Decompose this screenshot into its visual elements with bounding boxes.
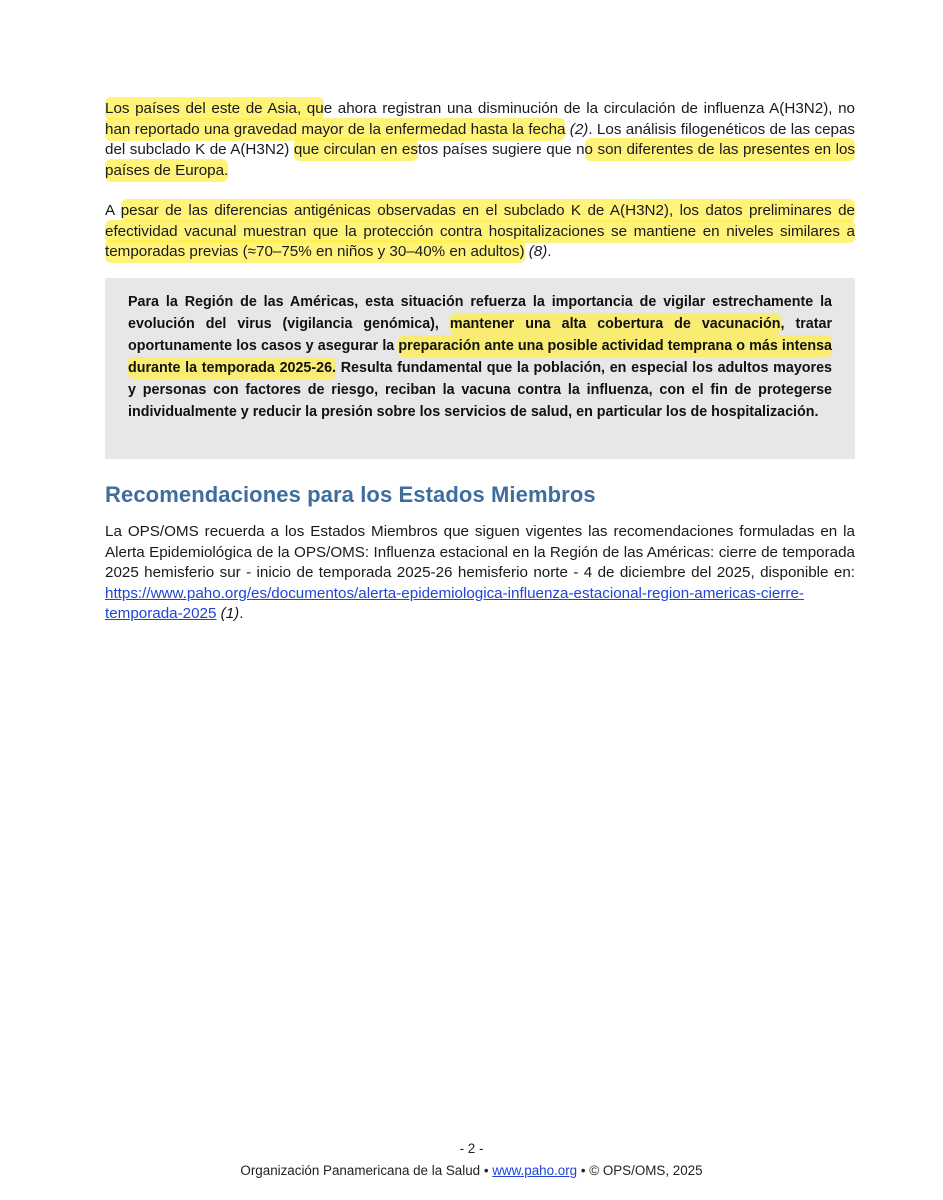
text-run: e ahora registran una disminución de la circulación de influenza A(H3N2), no (323, 100, 855, 117)
highlight: Los países del este de Asia, qu (105, 97, 324, 120)
section-heading: Recomendaciones para los Estados Miembros (105, 482, 596, 507)
text-run: Para la Región de las Américas, esta situación refuerza la importancia de vigilar estrechamente la evolución del virus (vigilancia genómica), (128, 294, 832, 332)
footer (0, 1163, 943, 1178)
paragraph-vaccine-effectiveness (105, 201, 855, 263)
text-run: tos países sugiere que n (417, 141, 585, 158)
text-run: . (547, 243, 552, 260)
footer-site-link[interactable]: www.paho.org (492, 1163, 578, 1178)
key-message-text (128, 291, 832, 423)
highlight: o son diferentes de las presentes en los países de Europa. (105, 138, 855, 182)
text-run: La OPS/OMS recuerda a los Estados Miembros que siguen vigentes las recomendaciones formuladas en la Alerta Epidemiológica de la OPS/OMS: Influenza estacional en la Región de las Américas: cierre de temporada 2025 hemisferio sur - inicio de temporada 2025-26 hemisferio norte - 4 de diciembre del 2025, disponible en: (105, 523, 855, 581)
citation-ref: (1) (216, 605, 240, 622)
paragraph-asia (105, 99, 855, 181)
highlight: preparación ante una posible actividad temprana o más intensa durante la temporada 2025-26. (128, 335, 832, 379)
highlight: han reportado una gravedad mayor de la enfermedad hasta la fecha (105, 118, 565, 141)
text-run: . Los análisis filogenéticos de las cepas del subclado K de A(H3N2) (105, 120, 856, 158)
footer-copyright: • © OPS/OMS, 2025 (577, 1163, 703, 1178)
citation-ref: (8) (524, 243, 548, 260)
paragraph-recommendations (105, 522, 855, 625)
footer-org: Organización Panamericana de la Salud • (240, 1163, 493, 1178)
highlight: pesar de las diferencias antigénicas observadas en el subclado K de A(H3N2), los datos preliminares de efectividad vacunal muestran que la protección contra hospitalizaciones se mantiene en niveles similares a temporadas previas (≈70–75% en niños y 30–40% en adultos) (105, 199, 855, 263)
page-number: - 2 - (459, 1141, 484, 1156)
highlight: mantener una alta cobertura de vacunación (450, 313, 781, 335)
key-message-box (105, 278, 855, 459)
text-run: A (105, 202, 121, 219)
alert-document-link[interactable]: https://www.paho.org/es/documentos/alerta-epidemiologica-influenza-estacional-region-americas-cierre-temporada-2025 (105, 584, 804, 622)
text-run: Resulta fundamental que la población, en especial los adultos mayores y personas con factores de riesgo, reciban la vacuna contra la influenza, con el fin de protegerse individualmente y reducir la presión sobre los servicios de salud, en particular los de hospitalización. (128, 360, 832, 420)
text-run: . (239, 605, 244, 622)
text-run: , tratar oportunamente los casos y asegurar la (128, 316, 833, 354)
highlight: que circulan en es (294, 138, 418, 161)
citation-ref: (2) (565, 120, 589, 138)
